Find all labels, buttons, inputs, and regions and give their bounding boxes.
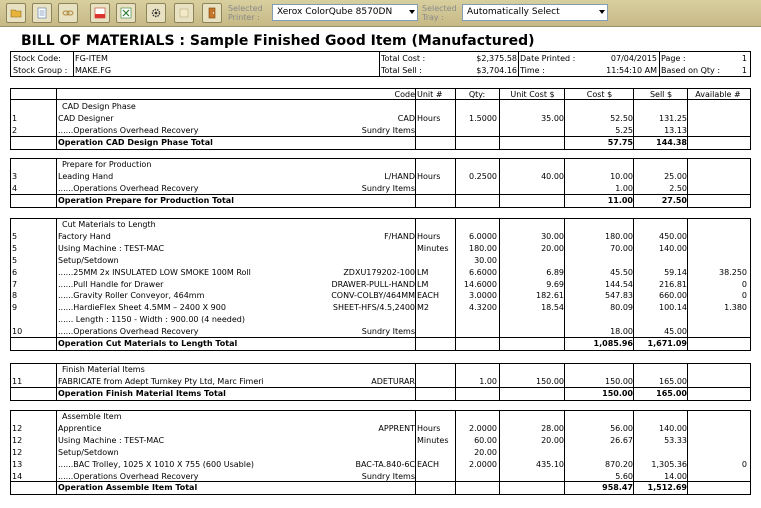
document-icon[interactable] [32, 3, 52, 23]
print-preview-icon[interactable] [174, 3, 194, 23]
bom-cell-sell: 165.00 [659, 376, 687, 386]
bom-cell-qty: 1.5000 [469, 113, 497, 123]
bom-cell-code: Sundry Items [361, 125, 415, 135]
bom-cell-sell: 59.14 [664, 267, 687, 277]
bom-cell-sell: 140.00 [659, 423, 687, 433]
section-title-row [11, 159, 750, 170]
date-printed: 07/04/2015 [610, 54, 657, 63]
bom-cell-sell: 2.50 [669, 183, 687, 193]
bom-cell-sell: 14.00 [664, 471, 687, 481]
bom-cell-desc: ......HardieFlex Sheet 4.5MM – 2400 X 900 [58, 303, 226, 313]
bom-cell-desc: Using Machine : TEST-MAC [58, 243, 165, 253]
bom-cell-cost: 18.00 [610, 327, 633, 337]
bom-cell-qty: 0.2500 [469, 171, 497, 181]
section-title-row [11, 411, 750, 422]
bom-cell-num: 8 [12, 291, 18, 301]
printer-value: Xerox ColorQube 8570DN [277, 7, 393, 17]
stock-group-label: Stock Group : [13, 66, 68, 75]
based-on-label: Based on Qty : [661, 66, 721, 75]
bom-line-row[interactable] [11, 255, 750, 266]
bom-cell-cost: 5.60 [615, 471, 633, 481]
bom-line-row[interactable] [11, 183, 750, 194]
bom-line-row[interactable] [11, 423, 750, 434]
bom-cell-unit: EACH [417, 291, 439, 301]
bom-cell-num: 2 [12, 125, 18, 135]
bom-cell-num: 10 [12, 327, 23, 337]
bom-cell-sell: 131.25 [659, 113, 687, 123]
bom-line-row[interactable] [11, 231, 750, 242]
bom-cell-desc: CAD Designer [58, 113, 114, 123]
bom-cell-avail: 1.380 [724, 303, 747, 313]
bom-line-row[interactable] [11, 471, 750, 482]
section-total-cost: 11.00 [607, 195, 633, 205]
stock-code-label: Stock Code: [13, 54, 61, 63]
bom-cell-num: 11 [12, 376, 23, 386]
bom-cell-code: DRAWER-PULL-HAND [331, 279, 415, 289]
bom-cell-num: 12 [12, 435, 23, 445]
bom-cell-num: 14 [12, 471, 23, 481]
bom-cell-unit: Hours [417, 113, 441, 123]
bom-cell-sell: 216.81 [659, 279, 687, 289]
total-sell-label: Total Sell : [381, 66, 422, 75]
total-cost: $2,375.58 [476, 54, 517, 63]
bom-cell-desc: ......Operations Overhead Recovery [58, 471, 199, 481]
column-header-unit-cost: Unit Cost $ [510, 90, 555, 99]
section-total-cost: 1,085.96 [593, 339, 633, 348]
section-total-sell: 1,512.69 [647, 483, 687, 493]
bom-cell-code: Sundry Items [361, 183, 415, 193]
bom-cell-cost: 52.50 [610, 113, 633, 123]
bom-cell-avail: 0 [741, 279, 747, 289]
bom-cell-unit-cost: 30.00 [541, 231, 564, 241]
bom-cell-cost: 150.00 [605, 376, 633, 386]
bom-cell-sell: 1,305.36 [651, 459, 687, 469]
column-header-row [11, 89, 750, 100]
stock-code: FG-ITEM [75, 54, 108, 63]
bom-cell-cost: 10.00 [610, 171, 633, 181]
bom-cell-sell: 140.00 [659, 243, 687, 253]
section-total-row [11, 481, 750, 492]
bom-cell-unit: Hours [417, 171, 441, 181]
column-header-code: Code [394, 90, 415, 99]
bom-cell-code: F/HAND [384, 231, 415, 241]
bom-cell-cost: 26.67 [610, 435, 633, 445]
bom-cell-desc: ......Operations Overhead Recovery [58, 327, 199, 337]
section-total-cost: 57.75 [607, 137, 633, 147]
bom-cell-code: L/HAND [384, 171, 415, 181]
bom-cell-desc: ......BAC Trolley, 1025 X 1010 X 755 (600 Usable) [58, 459, 254, 469]
bom-cell-unit-cost: 20.00 [541, 243, 564, 253]
based-on-qty: 1 [741, 66, 747, 75]
bom-cell-desc: Setup/Setdown [58, 255, 119, 265]
column-header-available: Available # [695, 90, 741, 99]
bom-cell-qty: 6.0000 [469, 231, 497, 241]
bom-cell-desc: Setup/Setdown [58, 447, 119, 457]
section-total-label: Operation Cut Materials to Length Total [58, 339, 238, 348]
section-title: CAD Design Phase [62, 101, 136, 111]
bom-line-row[interactable] [11, 314, 750, 325]
total-cost-label: Total Cost : [381, 54, 426, 63]
bom-cell-unit: LM [417, 279, 429, 289]
section-title: Assemble Item [62, 412, 122, 421]
bom-cell-num: 4 [12, 183, 18, 193]
tray-select[interactable] [462, 4, 608, 21]
bom-cell-qty: 2.0000 [469, 423, 497, 433]
bom-cell-unit: EACH [417, 459, 439, 469]
tray-value: Automatically Select [467, 7, 560, 17]
page-label: Page : [661, 54, 686, 63]
bom-line-row[interactable] [11, 279, 750, 290]
bom-cell-cost: 547.83 [605, 291, 633, 301]
section-title: Cut Materials to Length [62, 220, 156, 229]
bom-section [10, 158, 751, 208]
chevron-down-icon [599, 10, 605, 14]
bom-cell-desc: ......Operations Overhead Recovery [58, 183, 199, 193]
bom-cell-num: 9 [12, 303, 18, 313]
column-header-cost: Cost $ [586, 90, 613, 99]
bom-line-row[interactable] [11, 243, 750, 254]
total-sell: $3,704.16 [476, 66, 517, 75]
bom-section [10, 218, 751, 351]
bom-cell-code: Sundry Items [361, 471, 415, 481]
bom-line-row[interactable] [11, 435, 750, 446]
bom-cell-code: CAD [397, 113, 415, 123]
bom-cell-qty: 2.0000 [469, 459, 497, 469]
time-label: Time : [520, 66, 545, 75]
bom-cell-sell: 53.33 [664, 435, 687, 445]
printer-label: Selected Printer : [228, 4, 263, 22]
section-total-sell: 165.00 [656, 388, 687, 398]
bom-cell-qty: 3.0000 [469, 291, 497, 301]
bom-line-row[interactable] [11, 447, 750, 458]
report-header [10, 51, 751, 77]
settings-icon[interactable] [146, 3, 166, 23]
bom-cell-unit: Hours [417, 423, 441, 433]
bom-cell-qty: 60.00 [474, 435, 497, 445]
stock-group: MAKE.FG [75, 66, 112, 75]
bom-cell-code: BAC-TA.840-6C [355, 459, 415, 469]
bom-cell-cost: 144.54 [605, 279, 633, 289]
bom-cell-cost: 870.20 [605, 459, 633, 469]
section-total-label: Operation CAD Design Phase Total [58, 137, 213, 147]
link-icon[interactable] [58, 3, 78, 23]
bom-line-row[interactable] [11, 113, 750, 124]
bom-cell-code: APPRENT [378, 423, 415, 433]
bom-cell-qty: 6.6000 [469, 267, 497, 277]
excel-icon[interactable] [116, 3, 136, 23]
section-title-row [11, 101, 750, 112]
toolbar [0, 0, 761, 27]
bom-cell-desc: ......Pull Handle for Drawer [58, 279, 164, 289]
tray-label: Selected Tray : [422, 4, 457, 22]
bom-section [10, 363, 751, 401]
bom-cell-qty: 30.00 [474, 255, 497, 265]
bom-cell-unit-cost: 35.00 [541, 113, 564, 123]
section-total-row [11, 194, 750, 205]
section-title-row [11, 219, 750, 230]
bom-cell-sell: 13.13 [664, 125, 687, 135]
bom-cell-unit-cost: 20.00 [541, 435, 564, 445]
bom-cell-desc: Using Machine : TEST-MAC [58, 435, 165, 445]
bom-cell-sell: 45.00 [664, 327, 687, 337]
bom-cell-unit-cost: 182.61 [536, 291, 564, 301]
bom-cell-sell: 660.00 [659, 291, 687, 301]
section-title: Prepare for Production [62, 160, 152, 169]
bom-cell-desc: ......Gravity Roller Conveyor, 464mm [58, 291, 205, 301]
bom-cell-num: 12 [12, 447, 23, 457]
column-header-unit: Unit # [417, 90, 443, 99]
bom-cell-qty: 14.6000 [463, 279, 497, 289]
bom-cell-num: 7 [12, 279, 18, 289]
bom-cell-desc: Factory Hand [58, 231, 111, 241]
bom-cell-unit: M2 [417, 303, 429, 313]
bom-cell-qty: 1.00 [479, 376, 497, 386]
exit-door-icon[interactable] [202, 3, 222, 23]
bom-cell-code: ZDXU179202-100 [343, 267, 415, 277]
bom-cell-qty: 180.00 [469, 243, 497, 253]
printer-select[interactable] [272, 4, 418, 21]
bom-cell-sell: 450.00 [659, 231, 687, 241]
bom-cell-num: 3 [12, 171, 18, 181]
section-total-sell: 1,671.09 [647, 339, 687, 348]
bom-cell-code: SHEET-HFS/4.5,2400 [332, 303, 415, 313]
section-total-sell: 27.50 [661, 195, 687, 205]
bom-cell-avail: 38.250 [719, 267, 747, 277]
bom-cell-num: 6 [12, 267, 18, 277]
section-total-row [11, 337, 750, 348]
bom-cell-avail: 0 [741, 291, 747, 301]
bom-cell-desc: ...... Length : 1150 - Width : 900.00 (4 needed) [58, 315, 245, 325]
column-header-sell: Sell $ [649, 90, 673, 99]
bom-cell-num: 13 [12, 459, 23, 469]
bom-cell-unit: LM [417, 267, 429, 277]
bom-cell-qty: 20.00 [474, 447, 497, 457]
bom-line-row[interactable] [11, 125, 750, 136]
bom-cell-cost: 70.00 [610, 243, 633, 253]
chevron-down-icon [409, 10, 415, 14]
bom-cell-cost: 1.00 [615, 183, 633, 193]
bom-section [10, 88, 751, 150]
bom-cell-unit-cost: 40.00 [541, 171, 564, 181]
bom-line-row[interactable] [11, 326, 750, 337]
bom-cell-sell: 25.00 [664, 171, 687, 181]
bom-cell-unit-cost: 28.00 [541, 423, 564, 433]
bom-cell-num: 12 [12, 423, 23, 433]
page-number: 1 [741, 54, 747, 63]
section-total-label: Operation Prepare for Production Total [58, 195, 234, 205]
bom-cell-cost: 180.00 [605, 231, 633, 241]
bom-line-row[interactable] [11, 376, 750, 387]
bom-cell-num: 1 [12, 113, 18, 123]
bom-cell-desc: Leading Hand [58, 171, 114, 181]
bom-cell-cost: 56.00 [610, 423, 633, 433]
bom-cell-unit-cost: 6.89 [546, 267, 564, 277]
bom-cell-unit-cost: 150.00 [536, 376, 564, 386]
open-folder-icon[interactable] [6, 3, 26, 23]
bom-cell-desc: Apprentice [58, 423, 102, 433]
section-total-label: Operation Finish Material Items Total [58, 388, 226, 398]
bom-cell-avail: 0 [741, 459, 747, 469]
bom-cell-unit-cost: 435.10 [536, 459, 564, 469]
bom-cell-code: ADETURAR [371, 376, 415, 386]
bom-line-row[interactable] [11, 171, 750, 182]
date-printed-label: Date Printed : [520, 54, 576, 63]
section-total-row [11, 136, 750, 147]
section-title-row [11, 364, 750, 375]
bom-cell-unit: Hours [417, 231, 441, 241]
bom-cell-cost: 80.09 [610, 303, 633, 313]
bom-cell-cost: 45.50 [610, 267, 633, 277]
bom-cell-num: 5 [12, 231, 18, 241]
section-title: Finish Material Items [62, 365, 145, 374]
bom-section [10, 410, 751, 495]
bom-cell-code: CONV-COLBY/464MM [331, 291, 415, 301]
section-total-cost: 958.47 [602, 483, 633, 493]
bom-cell-desc: ......25MM 2x INSULATED LOW SMOKE 100M Roll [58, 267, 251, 277]
bom-cell-sell: 100.14 [659, 303, 687, 313]
bom-cell-num: 5 [12, 243, 18, 253]
bom-line-row[interactable] [11, 267, 750, 278]
bom-cell-unit: Minutes [417, 435, 449, 445]
bom-line-row[interactable] [11, 459, 750, 470]
section-total-label: Operation Assemble Item Total [58, 483, 198, 493]
bom-cell-qty: 4.3200 [469, 303, 497, 313]
bom-cell-desc: ......Operations Overhead Recovery [58, 125, 199, 135]
bom-cell-code: Sundry Items [361, 327, 415, 337]
bom-cell-desc: FABRICATE from Adept Turnkey Pty Ltd, Marc Fimeri [58, 376, 264, 386]
bom-cell-cost: 5.25 [615, 125, 633, 135]
bom-cell-unit-cost: 9.69 [546, 279, 564, 289]
column-header-qty: Qty: [468, 90, 486, 99]
pdf-icon[interactable] [90, 3, 110, 23]
bom-cell-unit: Minutes [417, 243, 449, 253]
bom-cell-unit-cost: 18.54 [541, 303, 564, 313]
section-total-cost: 150.00 [602, 388, 633, 398]
section-total-row [11, 387, 750, 398]
report-title: BILL OF MATERIALS : Sample Finished Good Item (Manufactured) [21, 33, 535, 49]
bom-line-row[interactable] [11, 290, 750, 301]
bom-cell-num: 5 [12, 255, 18, 265]
time: 11:54:10 AM [606, 66, 657, 75]
bom-line-row[interactable] [11, 302, 750, 313]
section-total-sell: 144.38 [656, 137, 687, 147]
